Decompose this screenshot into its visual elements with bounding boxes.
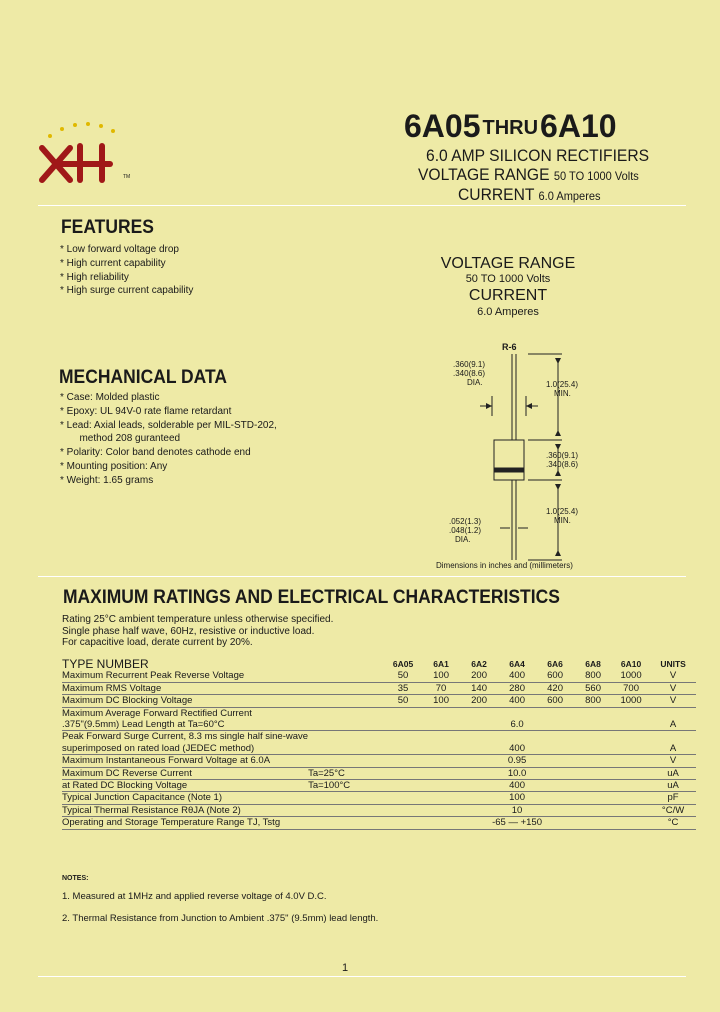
row-condition <box>308 731 384 743</box>
list-item: * Case: Molded plastic <box>60 392 160 403</box>
row-value: 10 <box>384 804 650 816</box>
row-value: 600 <box>536 670 574 682</box>
table-row <box>62 682 696 694</box>
table-row <box>62 792 696 804</box>
row-label: .375"(9.5mm) Lead Length at Ta=60°C <box>62 719 308 731</box>
divider <box>38 976 686 977</box>
row-value: 50 <box>384 670 422 682</box>
row-value: 800 <box>574 695 612 707</box>
row-unit: A <box>650 743 696 755</box>
list-item: * Weight: 1.65 grams <box>60 474 154 486</box>
row-value: 50 <box>384 695 422 707</box>
row-value: 10.0 <box>384 767 650 779</box>
row-unit: V <box>650 670 696 682</box>
row-value: 400 <box>384 743 650 755</box>
list-item: * High reliability <box>60 271 129 283</box>
row-condition <box>308 755 384 767</box>
table-row <box>62 695 696 707</box>
row-condition <box>308 817 384 829</box>
row-condition: Ta=100°C <box>308 780 384 792</box>
features-title: FEATURES <box>61 217 154 238</box>
row-condition <box>308 719 384 731</box>
dim-lead-length-top: 1.0(25.4) MIN. <box>546 380 579 398</box>
features-list <box>60 243 193 298</box>
row-value: 200 <box>460 670 498 682</box>
ratings-table <box>62 659 696 830</box>
row-value <box>384 731 650 743</box>
row-condition: Ta=25°C <box>308 767 384 779</box>
notes-title: NOTES: <box>62 875 89 882</box>
row-label: Typical Junction Capacitance (Note 1) <box>62 792 308 804</box>
list-item: * High current capability <box>60 257 166 269</box>
row-label: Maximum Recurrent Peak Reverse Voltage <box>62 670 308 682</box>
part-to: 6A10 <box>540 108 617 144</box>
row-unit <box>650 707 696 719</box>
row-label: Maximum RMS Voltage <box>62 682 308 694</box>
list-item: * Polarity: Color band denotes cathode end <box>60 447 251 459</box>
row-value: 1000 <box>612 670 650 682</box>
header-voltage: VOLTAGE RANGE 50 TO 1000 Volts <box>418 165 639 184</box>
row-unit: A <box>650 719 696 731</box>
row-value: 70 <box>422 682 460 694</box>
row-label: Maximum DC Reverse Current <box>62 767 308 779</box>
page-number: 1 <box>342 962 349 974</box>
row-unit: uA <box>650 780 696 792</box>
row-condition <box>308 707 384 719</box>
row-value: 400 <box>384 780 650 792</box>
row-value: -65 — +150 <box>384 817 650 829</box>
thru-text: THRU <box>482 117 539 139</box>
mechanical-title: MECHANICAL DATA <box>59 367 228 388</box>
row-value: 400 <box>498 670 536 682</box>
row-condition <box>308 792 384 804</box>
row-value: 560 <box>574 682 612 694</box>
divider <box>38 576 686 577</box>
row-value: 800 <box>574 670 612 682</box>
row-unit <box>650 731 696 743</box>
logo-stars-icon <box>48 122 115 138</box>
table-row <box>62 817 696 829</box>
table-row <box>62 755 696 767</box>
package-current-value: 6.0 Amperes <box>477 306 539 318</box>
row-value: 200 <box>460 695 498 707</box>
table-row <box>62 731 696 743</box>
table-row <box>62 743 696 755</box>
package-voltage-label: VOLTAGE RANGE <box>440 255 576 272</box>
row-value: 140 <box>460 682 498 694</box>
header-current: CURRENT 6.0 Amperes <box>458 185 601 204</box>
row-value: 6.0 <box>384 719 650 731</box>
part-from: 6A05 <box>404 108 481 144</box>
row-value: 100 <box>384 792 650 804</box>
list-item: * High surge current capability <box>60 285 194 297</box>
company-logo <box>30 118 150 193</box>
dim-lead-dia: .052(1.3) .048(1.2) DIA. <box>449 517 482 544</box>
logo-letters-icon <box>42 146 110 180</box>
row-value: 420 <box>536 682 574 694</box>
notes <box>62 875 378 924</box>
table-row <box>62 670 696 682</box>
row-value: 0.95 <box>384 755 650 767</box>
row-condition <box>308 804 384 816</box>
row-value: 100 <box>422 670 460 682</box>
row-label: superimposed on rated load (JEDEC method) <box>62 743 308 755</box>
row-condition <box>308 670 384 682</box>
list-item: * Lead: Axial leads, solderable per MIL-STD-202, <box>60 419 277 431</box>
row-unit: V <box>650 755 696 767</box>
row-unit: pF <box>650 792 696 804</box>
row-label: Operating and Storage Temperature Range TJ, Tstg <box>62 817 308 829</box>
page-title <box>404 108 617 145</box>
table-row <box>62 767 696 779</box>
table-row <box>62 780 696 792</box>
row-label: Peak Forward Surge Current, 8.3 ms single half sine-wave <box>62 731 309 743</box>
row-unit: uA <box>650 767 696 779</box>
table-header-row: TYPE NUMBER 6A05 6A1 6A2 6A4 6A6 6A8 6A10 UNITS <box>62 657 686 671</box>
list-item: * Mounting position: Any <box>60 460 168 472</box>
row-unit: °C/W <box>650 804 696 816</box>
note-item: 1. Measured at 1MHz and applied reverse voltage of 4.0V D.C. <box>62 891 327 902</box>
ratings-intro: Rating 25°C ambient temperature unless otherwise specified. Single phase half wave, 60Hz, resistive or inductive load. For capacitive load, derate current by 20%. <box>62 614 334 648</box>
divider <box>38 205 686 206</box>
subtitle: 6.0 AMP SILICON RECTIFIERS <box>426 146 650 165</box>
table-row <box>62 707 696 719</box>
row-value: 35 <box>384 682 422 694</box>
row-label: Typical Thermal Resistance RθJA (Note 2) <box>62 804 308 816</box>
row-value: 700 <box>612 682 650 694</box>
row-unit: V <box>650 695 696 707</box>
list-item: method 208 guranteed <box>60 433 181 445</box>
ratings-title: MAXIMUM RATINGS AND ELECTRICAL CHARACTERISTICS <box>63 587 560 608</box>
package-name: R-6 <box>502 342 517 352</box>
row-value: 280 <box>498 682 536 694</box>
logo-tm: TM <box>123 174 131 180</box>
dim-body-length: .360(9.1) .340(8.6) <box>546 451 579 469</box>
row-label: Maximum Average Forward Rectified Current <box>62 707 252 719</box>
row-value: 600 <box>536 695 574 707</box>
row-value: 100 <box>422 695 460 707</box>
package-current-label: CURRENT <box>468 287 548 304</box>
row-unit: °C <box>650 817 696 829</box>
row-value: 400 <box>498 695 536 707</box>
table-row <box>62 719 696 731</box>
package-voltage-value: 50 TO 1000 Volts <box>465 273 551 285</box>
row-condition <box>308 695 384 707</box>
note-item: 2. Thermal Resistance from Junction to Ambient .375" (9.5mm) lead length. <box>62 913 379 924</box>
table-row <box>62 804 696 816</box>
row-value <box>384 707 650 719</box>
dim-lead-length-bottom: 1.0(25.4) MIN. <box>546 507 579 525</box>
row-condition <box>308 743 384 755</box>
dimensions-caption: Dimensions in inches and (millimeters) <box>436 561 573 570</box>
mechanical-list <box>60 391 277 488</box>
row-label: Maximum Instantaneous Forward Voltage at 6.0A <box>62 755 308 767</box>
row-label: Maximum DC Blocking Voltage <box>62 695 308 707</box>
row-unit: V <box>650 682 696 694</box>
list-item: * Epoxy: UL 94V-0 rate flame retardant <box>60 405 232 417</box>
row-value: 1000 <box>612 695 650 707</box>
row-condition <box>308 682 384 694</box>
row-label: at Rated DC Blocking Voltage <box>62 780 308 792</box>
list-item: * Low forward voltage drop <box>60 244 179 255</box>
dim-body-dia: .360(9.1) .340(8.6) DIA. <box>453 360 486 387</box>
